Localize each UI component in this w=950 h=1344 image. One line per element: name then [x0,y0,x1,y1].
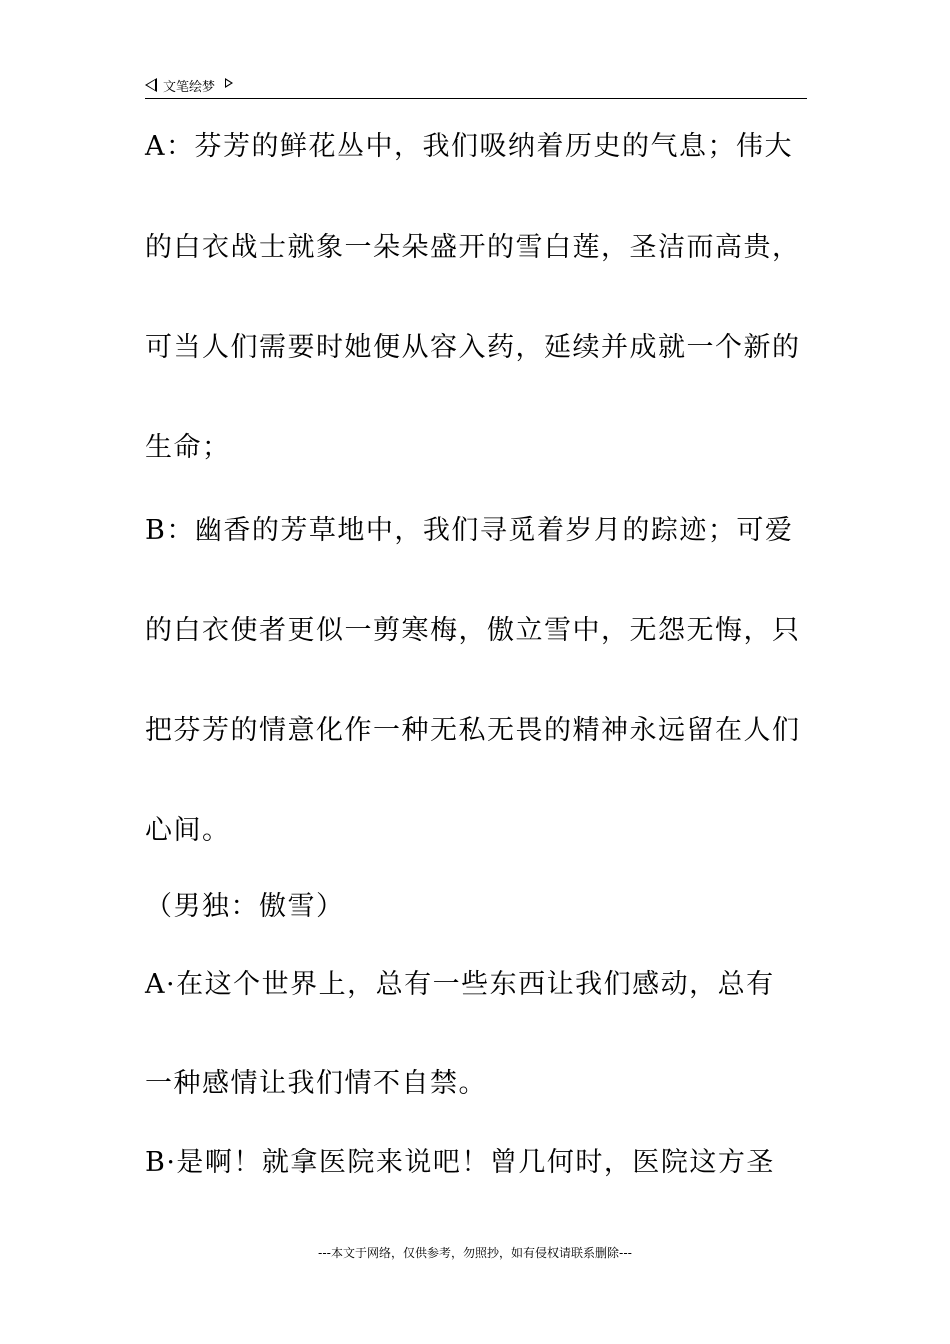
text-line: （男独：傲雪） [145,891,345,922]
triangle-right-icon [225,78,233,88]
text-line: 一种感情让我们情不自禁。 [145,1068,487,1099]
text-line: 生命； [145,432,231,463]
text-line: A：芬芳的鲜花丛中，我们吸纳着历史的气息；伟大 [145,131,793,162]
triangle-left-icon [145,78,157,92]
page-header [145,72,807,99]
text-line: B·是啊！就拿医院来说吧！曾几何时，医院这方圣 [145,1147,775,1178]
text-line: 的白衣战士就象一朵朵盛开的雪白莲，圣洁而高贵， [145,232,801,263]
text-line: 把芬芳的情意化作一种无私无畏的精神永远留在人们 [145,715,801,746]
text-line: 心间。 [145,815,231,846]
text-line: 的白衣使者更似一剪寒梅，傲立雪中，无怨无悔，只 [145,615,801,646]
text-line: B：幽香的芳草地中，我们寻觅着岁月的踪迹；可爱 [145,515,794,546]
text-line: A·在这个世界上，总有一些东西让我们感动，总有 [145,969,775,1000]
text-line: 可当人们需要时她便从容入药，延续并成就一个新的 [145,332,801,363]
footer-disclaimer: ---本文于网络，仅供参考，勿照抄，如有侵权请联系删除--- [318,1246,632,1260]
header-title: 文笔绘梦 [163,79,216,95]
